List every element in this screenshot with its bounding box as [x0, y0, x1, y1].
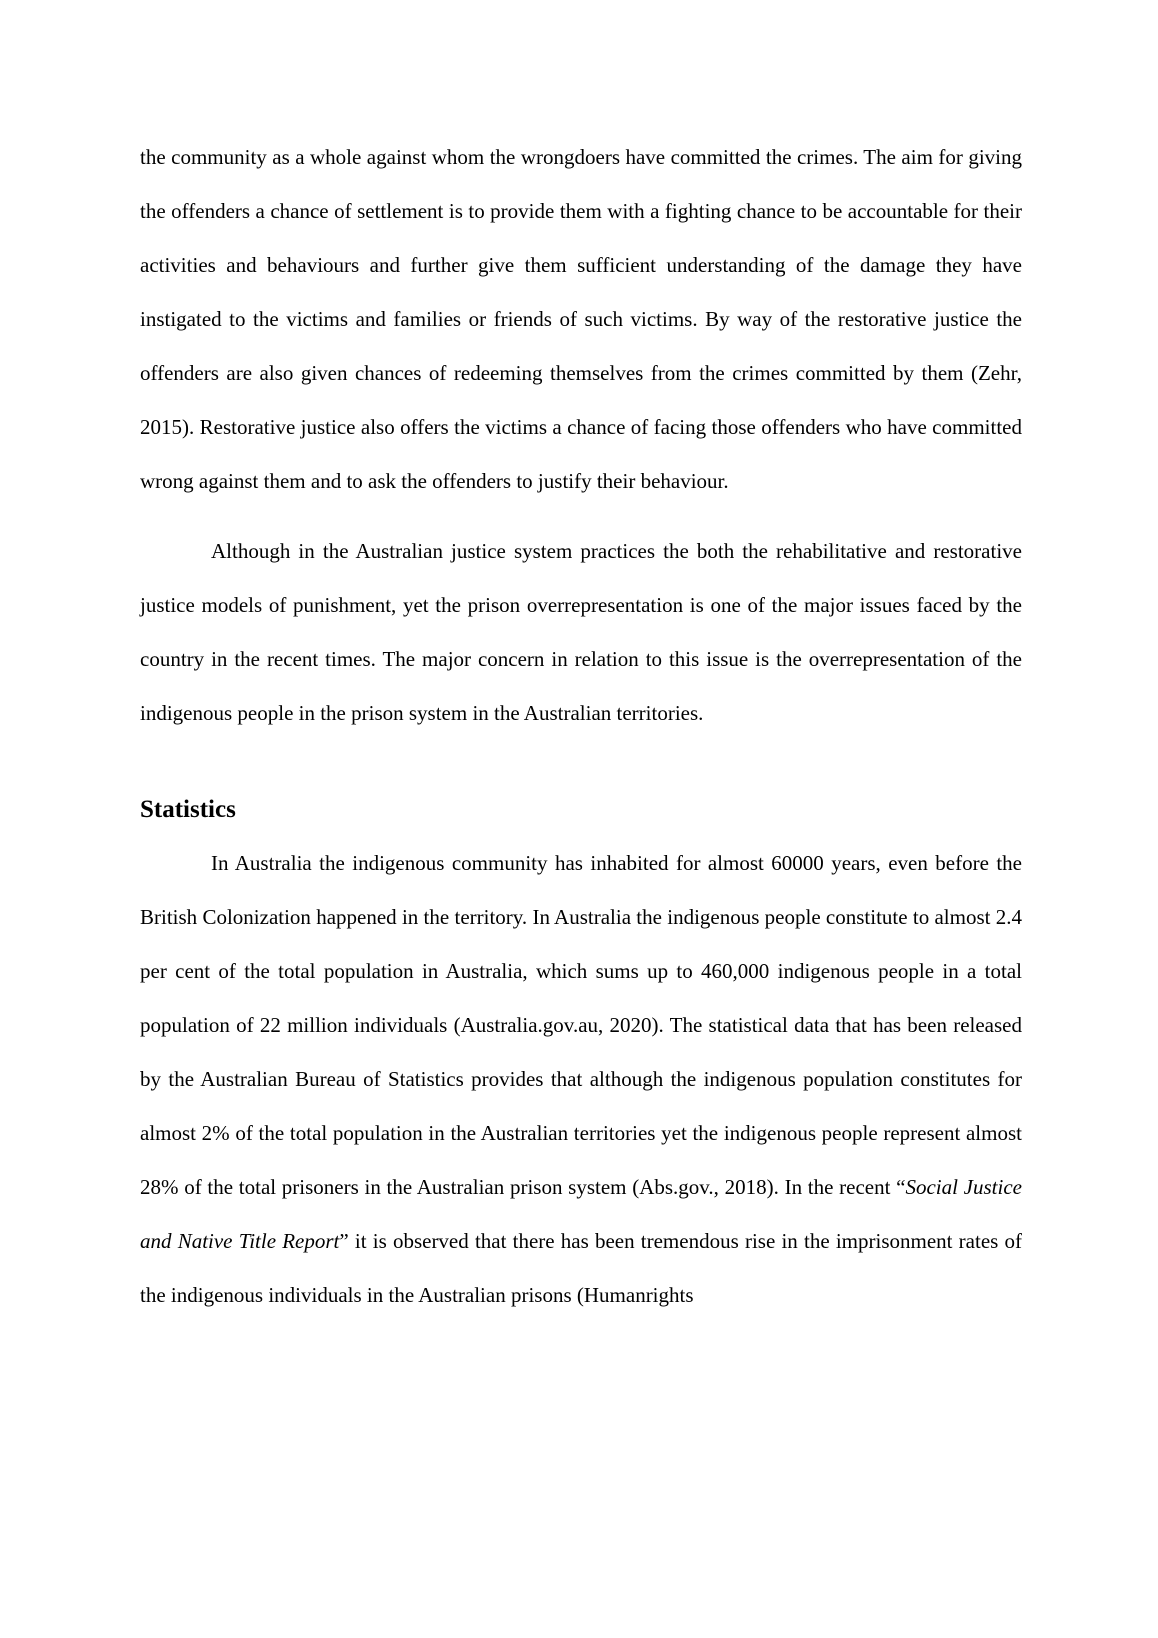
- statistics-text-part1: In Australia the indigenous community has inhabited for almost 60000 years, even before the British Colonization happened in the territory. In Australia the indigenous people constitute to almost 2.4 per cent of the total population in Australia, which sums up to 460,000 indigenous people in a total population of 22 million individuals (Australia.gov.au, 2020). The statistical data that has been released by the Australian Bureau of Statistics provides that although the indigenous population constitutes for almost 2% of the total population in the Australian territories yet the indigenous people represent almost 28% of the total prisoners in the Australian prison system (Abs.gov., 2018). In the recent “: [140, 851, 1022, 1199]
- paragraph-overrepresentation: Although in the Australian justice system practices the both the rehabilitative and restorative justice models of punishment, yet the prison overrepresentation is one of the major issues faced by the country in the recent times. The major concern in relation to this issue is the overrepresentation of the indigenous people in the prison system in the Australian territories.: [140, 539, 1022, 725]
- statistics-text-part2: ” it is observed that there has been tremendous rise in the imprisonment rates of the indigenous individuals in the Australian prisons (Humanrights: [140, 1229, 1022, 1307]
- section-heading-statistics: Statistics: [140, 796, 236, 823]
- document-page: [140, 130, 1022, 1322]
- paragraph-restorative-justice: the community as a whole against whom the wrongdoers have committed the crimes. The aim for giving the offenders a chance of settlement is to provide them with a fighting chance to be accountable for their activities and behaviours and further give them sufficient understanding of the damage they have instigated to the victims and families or friends of such victims. By way of the restorative justice the offenders are also given chances of redeeming themselves from the crimes committed by them (Zehr, 2015). Restorative justice also offers the victims a chance of facing those offenders who have committed wrong against them and to ask the offenders to justify their behaviour.: [140, 145, 1022, 493]
- report-title: Social Justice and Native Title Report: [140, 1175, 1022, 1253]
- paragraph-statistics: [140, 836, 1022, 1322]
